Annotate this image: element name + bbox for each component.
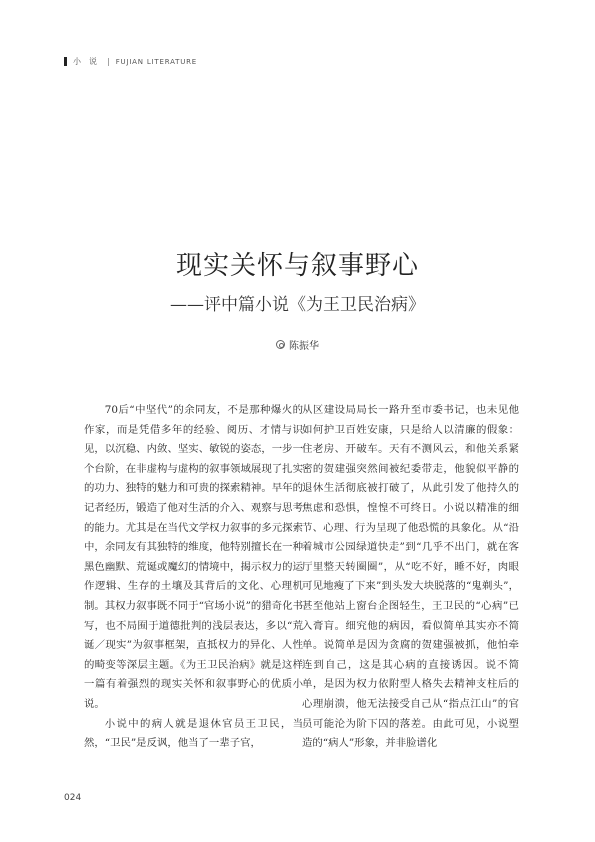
circle-author-icon xyxy=(276,340,285,349)
article-subtitle: ——评中篇小说《为王卫民治病》 xyxy=(170,295,425,315)
paragraph: 小说中的病人就是退休官员王卫民，当然，“卫民”是反讽，他当了一辈子官， xyxy=(84,717,303,750)
header-divider: | xyxy=(107,57,110,66)
body-column-right xyxy=(302,401,519,754)
article-title: 现实关怀与叙事野心 xyxy=(175,251,419,281)
section-label-en: FUJIAN LITERATURE xyxy=(115,57,198,66)
section-label: 小 说 xyxy=(73,57,97,66)
paragraph: 从区建设局局长一路升至市委书记，也未见他如何护卫百姓安康，只是给人以清廉的假象：住老房、开破车。天有不测风云，和他关系紧密的贺建强突然间被纪委带走，他貌似平静的退休生活彻底被打破了，从此引发了他持久的焦虑和恐惧，惶惶不可终日。小说以精准的细节、心理、行为呈现了他恐慌的具象化。从“沿着城市公园绿道快走”到“几乎不出门，就在客厅里整天转圈圈”，从“吃不好，睡不好，肉眼可见地瘦了下来”到头发大块脱落的“鬼剃头”，甚至他站上窗台企图轻生，王卫民的“心病”已入膏肓。细究他的病因，看似简单其实亦不简单。说简单是因为贪腐的贺建强被抓，他怕牵连到自己，这是其心病的直接诱因。说不简单，是因为权力依附型人格失去精神支柱后的心理崩溃，他无法接受自己从“指点江山”的官员可能沦为阶下囚的落差。由此可见，小说塑造的“病人”形象，并非脸谱化 xyxy=(302,404,519,750)
header-bar-icon xyxy=(64,57,67,66)
body-column-left xyxy=(84,401,303,754)
author-line xyxy=(0,337,595,352)
running-header xyxy=(64,56,197,67)
paragraph: 70后“中坚代”的余同友，不是那种爆火的作家，而是凭借多年的经验、阅历、才情与识见，以沉稳、内敛、坚实、敏锐的姿态，一步一个台阶，在非虚构与虚构的叙事领域展现了扎实的功力、独特的魅力和可贵的探索精神。早年的记者经历，锻造了他对生活的介入、观察与思考的能力。尤其是在当代文学权力叙事的多元探索中，余同友有其独特的维度，他特别擅长在一种黑色幽默、荒诞或魔幻的情境中，揭示权力的运作逻辑、生存的土壤及其背后的文化、心理机制。其权力叙事既不同于“官场小说”的猎奇化书写，也不局囿于道德批判的浅层表达，多以“荒诞／现实”为叙事框架，直抵权力的异化、人性的畸变等深层主题。《为王卫民治病》就是这样一篇有着强烈的现实关怀和叙事野心的优质小说。 xyxy=(84,404,303,710)
page-number: 024 xyxy=(64,793,82,803)
author-name: 陈振华 xyxy=(289,341,319,352)
